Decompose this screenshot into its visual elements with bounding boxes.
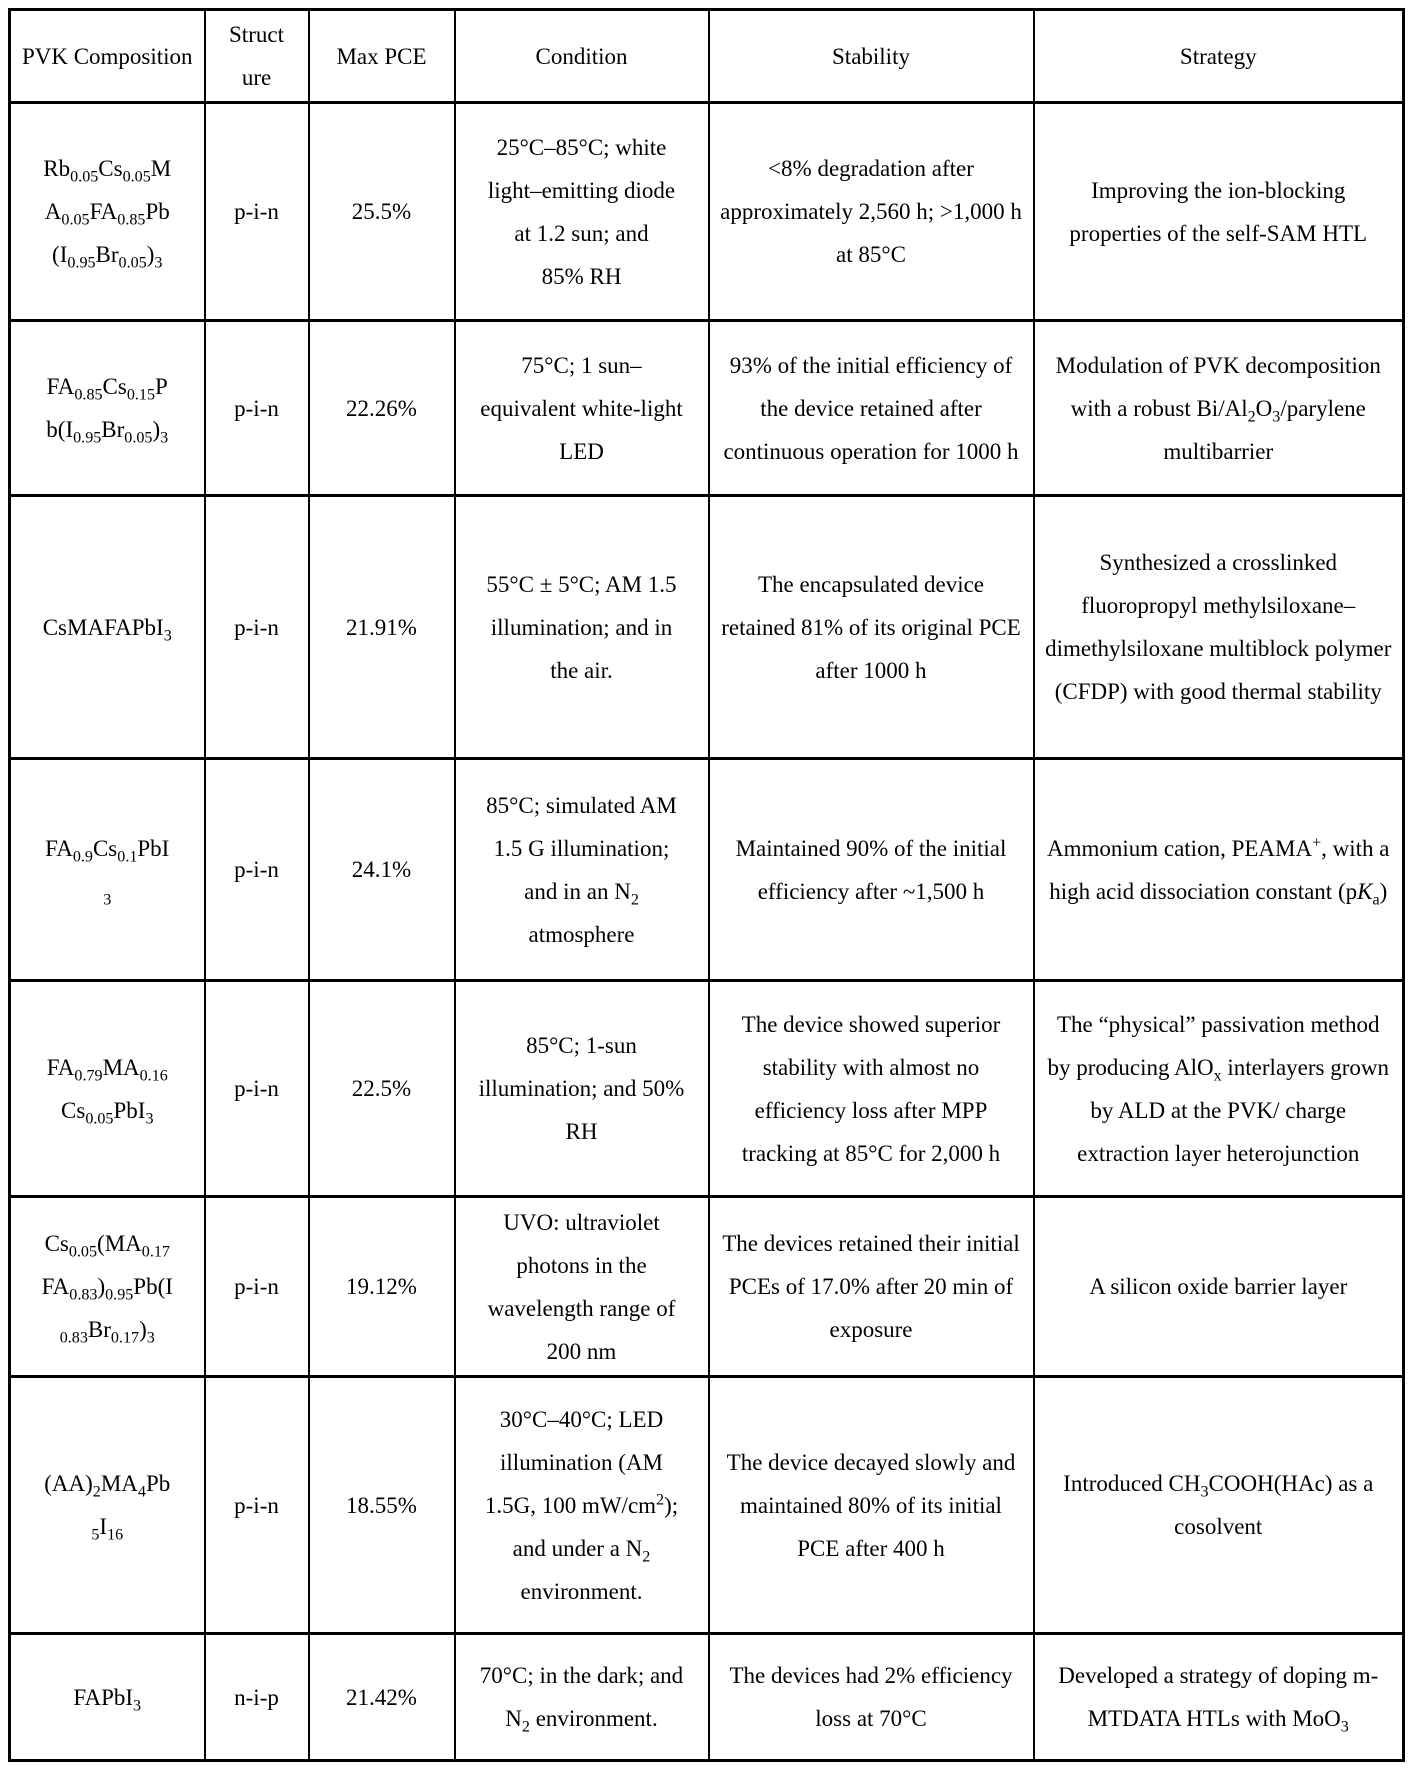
cell-pvk-composition: $FA_{0.9}Cs_{0.1}PbI$ $_3$ bbox=[10, 759, 205, 981]
table-row bbox=[10, 1377, 1404, 1634]
cell-condition: 55°C ± 5°C; AM 1.5 illumination; and in the air. bbox=[455, 496, 709, 759]
cell-condition: 25°C–85°C; white light–emitting diode at 1.2 sun; and 85% RH bbox=[455, 103, 709, 321]
cell-condition: 75°C; 1 sun–equivalent white-light LED bbox=[455, 321, 709, 496]
cell-strategy: The “physical” passivation method by producing AlO$_x$ interlayers grown by ALD at the PVK/ charge extraction layer heterojunction bbox=[1034, 981, 1404, 1197]
cell-max-pce: 24.1% bbox=[309, 759, 455, 981]
cell-structure: p-i-n bbox=[205, 321, 309, 496]
column-header-structure: Struct ure bbox=[205, 10, 309, 103]
cell-stability: The devices had 2% efficiency loss at 70°C bbox=[709, 1634, 1034, 1761]
cell-strategy: A silicon oxide barrier layer bbox=[1034, 1197, 1404, 1377]
cell-pvk-composition: $(AA)_2MA_4Pb$ $_5I_{16}$ bbox=[10, 1377, 205, 1634]
column-header-pvk-composition: PVK Composition bbox=[10, 10, 205, 103]
cell-pvk-composition: CsMAFAPbI$_3$ bbox=[10, 496, 205, 759]
cell-structure: p-i-n bbox=[205, 103, 309, 321]
cell-structure: p-i-n bbox=[205, 759, 309, 981]
cell-stability: 93% of the initial efficiency of the device retained after continuous operation for 1000 h bbox=[709, 321, 1034, 496]
cell-structure: p-i-n bbox=[205, 1197, 309, 1377]
column-header-condition: Condition bbox=[455, 10, 709, 103]
cell-condition: 85°C; 1-sun illumination; and 50% RH bbox=[455, 981, 709, 1197]
cell-strategy: Developed a strategy of doping m-MTDATA HTLs with MoO$_3$ bbox=[1034, 1634, 1404, 1761]
cell-stability: <8% degradation after approximately 2,560 h; >1,000 h at 85°C bbox=[709, 103, 1034, 321]
column-header-stability: Stability bbox=[709, 10, 1034, 103]
cell-stability: The device decayed slowly and maintained 80% of its initial PCE after 400 h bbox=[709, 1377, 1034, 1634]
cell-stability: The devices retained their initial PCEs of 17.0% after 20 min of exposure bbox=[709, 1197, 1034, 1377]
cell-max-pce: 22.5% bbox=[309, 981, 455, 1197]
cell-strategy: Modulation of PVK decomposition with a robust $Bi/Al_2O_3$/parylene multibarrier bbox=[1034, 321, 1404, 496]
cell-structure: p-i-n bbox=[205, 1377, 309, 1634]
table-row bbox=[10, 759, 1404, 981]
column-header-max-pce: Max PCE bbox=[309, 10, 455, 103]
cell-pvk-composition: $FA_{0.85}Cs_{0.15}P$ $b(I_{0.95}Br_{0.05})_3$ bbox=[10, 321, 205, 496]
table-row bbox=[10, 1634, 1404, 1761]
header-row bbox=[10, 10, 1404, 103]
cell-pvk-composition: $Cs_{0.05}(MA_{0.17}$ $FA_{0.83})_{0.95}Pb(I$ $_{0.83}Br_{0.17})_3$ bbox=[10, 1197, 205, 1377]
table-row bbox=[10, 496, 1404, 759]
cell-structure: p-i-n bbox=[205, 981, 309, 1197]
cell-condition: 30°C–40°C; LED illumination (AM 1.5G, 100 $mW/cm^2$); and under a $N_2$ environment. bbox=[455, 1377, 709, 1634]
cell-stability: Maintained 90% of the initial efficiency after ~1,500 h bbox=[709, 759, 1034, 981]
cell-stability: The encapsulated device retained 81% of its original PCE after 1000 h bbox=[709, 496, 1034, 759]
cell-max-pce: 21.42% bbox=[309, 1634, 455, 1761]
cell-stability: The device showed superior stability with almost no efficiency loss after MPP tracking at 85°C for 2,000 h bbox=[709, 981, 1034, 1197]
table-row bbox=[10, 1197, 1404, 1377]
cell-max-pce: 25.5% bbox=[309, 103, 455, 321]
cell-condition: 85°C; simulated AM 1.5 G illumination; and in an $N_2$ atmosphere bbox=[455, 759, 709, 981]
cell-strategy: Improving the ion-blocking properties of the self-SAM HTL bbox=[1034, 103, 1404, 321]
pvk-stability-table bbox=[8, 8, 1405, 1762]
cell-condition: UVO: ultraviolet photons in the wavelength range of 200 nm bbox=[455, 1197, 709, 1377]
table-row bbox=[10, 321, 1404, 496]
cell-max-pce: 22.26% bbox=[309, 321, 455, 496]
cell-pvk-composition: $FA_{0.79}MA_{0.16}$ $Cs_{0.05}PbI_3$ bbox=[10, 981, 205, 1197]
cell-max-pce: 21.91% bbox=[309, 496, 455, 759]
cell-condition: 70°C; in the dark; and $N_2$ environment. bbox=[455, 1634, 709, 1761]
cell-pvk-composition: FAPbI$_3$ bbox=[10, 1634, 205, 1761]
cell-strategy: Introduced $CH_3COOH(HAc)$ as a cosolvent bbox=[1034, 1377, 1404, 1634]
table-row bbox=[10, 103, 1404, 321]
cell-structure: p-i-n bbox=[205, 496, 309, 759]
cell-strategy: Synthesized a crosslinked fluoropropyl methylsiloxane–dimethylsiloxane multiblock polymer (CFDP) with good thermal stability bbox=[1034, 496, 1404, 759]
cell-max-pce: 18.55% bbox=[309, 1377, 455, 1634]
table-row bbox=[10, 981, 1404, 1197]
cell-strategy: Ammonium cation, PEAMA+, with a high acid dissociation constant $(pK_a)$ bbox=[1034, 759, 1404, 981]
cell-max-pce: 19.12% bbox=[309, 1197, 455, 1377]
cell-pvk-composition: $Rb_{0.05}Cs_{0.05}M$ $A_{0.05}FA_{0.85}Pb$ $(I_{0.95}Br_{0.05})_3$ bbox=[10, 103, 205, 321]
cell-structure: n-i-p bbox=[205, 1634, 309, 1761]
column-header-strategy: Strategy bbox=[1034, 10, 1404, 103]
